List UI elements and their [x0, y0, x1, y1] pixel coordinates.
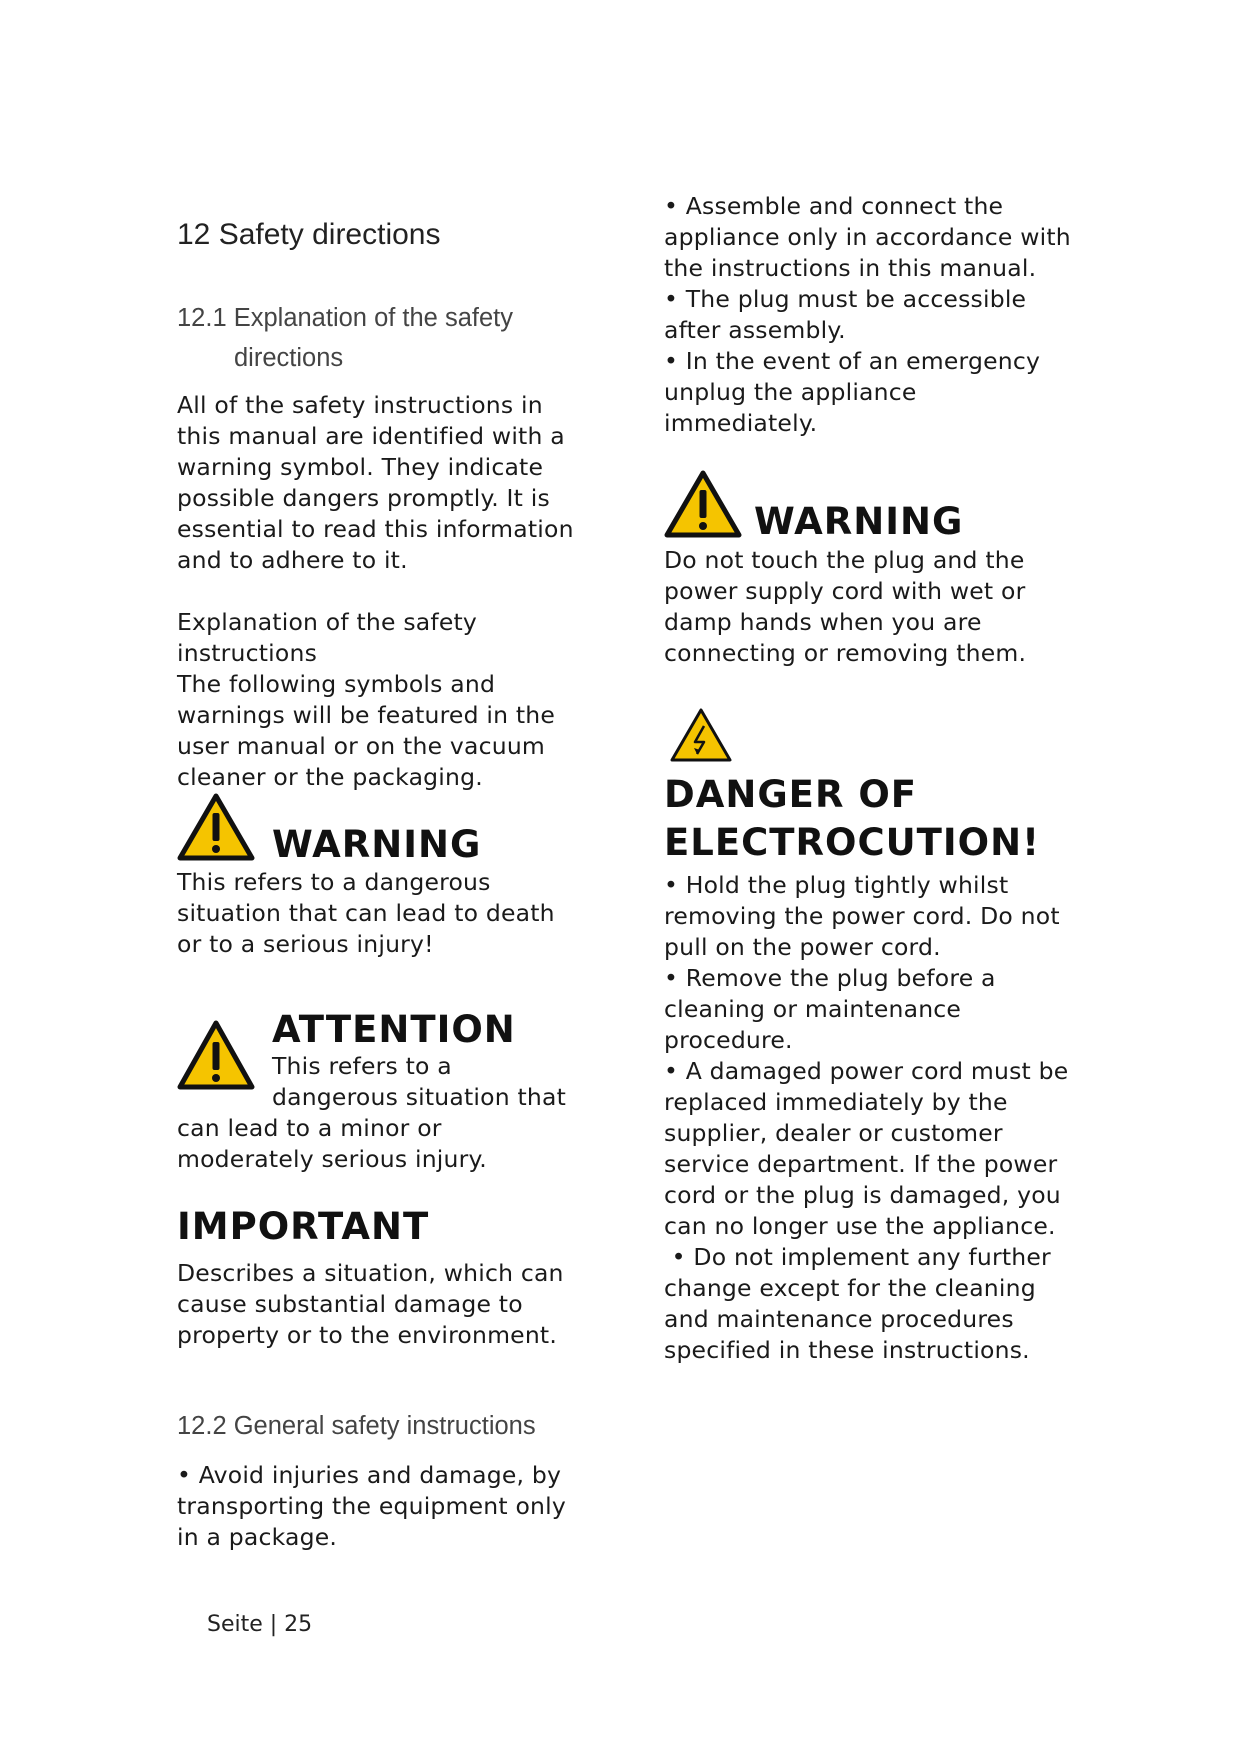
text-line: this manual are identified with a — [177, 422, 565, 450]
subsection-title-line: 12.1 Explanation of the safety — [177, 304, 513, 332]
subsection-title-12-1 — [177, 298, 513, 378]
warning-paragraph — [177, 867, 555, 960]
warning-paragraph — [664, 545, 1026, 669]
text-line: cord or the plug is damaged, you — [664, 1181, 1061, 1209]
text-line: situation that can lead to death — [177, 899, 555, 927]
text-line: Do not touch the plug and the — [664, 546, 1025, 574]
text-line: unplug the appliance — [664, 378, 917, 406]
text-line: • Assemble and connect the — [664, 192, 1004, 220]
text-line: essential to read this information — [177, 515, 574, 543]
important-paragraph — [177, 1258, 564, 1351]
text-line: possible dangers promptly. It is — [177, 484, 550, 512]
important-title: IMPORTANT — [177, 1205, 430, 1248]
text-line: and to adhere to it. — [177, 546, 408, 574]
electrical-hazard-icon — [668, 706, 734, 764]
text-line: appliance only in accordance with — [664, 223, 1071, 251]
danger-title-line1: DANGER OF — [664, 773, 918, 816]
general-safety-paragraph — [177, 1460, 566, 1553]
text-line: can no longer use the appliance. — [664, 1212, 1056, 1240]
subsection-title-12-2: 12.2 General safety instructions — [177, 1412, 536, 1440]
text-line: pull on the power cord. — [664, 933, 941, 961]
text-line: • In the event of an emergency — [664, 347, 1041, 375]
text-line: This refers to a dangerous — [177, 868, 491, 896]
text-line: moderately serious injury. — [177, 1145, 487, 1173]
text-line: This refers to a — [272, 1052, 452, 1080]
text-line: and maintenance procedures — [664, 1305, 1014, 1333]
attention-paragraph-indented — [272, 1051, 566, 1113]
warning-title: WARNING — [272, 823, 482, 866]
text-line: removing the power cord. Do not — [664, 902, 1060, 930]
danger-paragraph — [664, 870, 1068, 1366]
warning-triangle-icon — [177, 793, 255, 861]
text-line: Describes a situation, which can — [177, 1259, 564, 1287]
subsection-title-line: directions — [234, 344, 344, 372]
text-line: after assembly. — [664, 316, 846, 344]
text-line: property or to the environment. — [177, 1321, 558, 1349]
text-line: instructions — [177, 639, 318, 667]
text-line: cleaning or maintenance — [664, 995, 962, 1023]
text-line: procedure. — [664, 1026, 793, 1054]
text-line: • Do not implement any further — [664, 1243, 1051, 1271]
explanation-paragraph — [177, 607, 555, 793]
text-line: change except for the cleaning — [664, 1274, 1036, 1302]
text-line: • Hold the plug tightly whilst — [664, 871, 1009, 899]
intro-paragraph — [177, 390, 574, 576]
text-line: the instructions in this manual. — [664, 254, 1037, 282]
attention-paragraph — [177, 1113, 487, 1175]
text-line: warnings will be featured in the — [177, 701, 556, 729]
text-line: replaced immediately by the — [664, 1088, 1008, 1116]
text-line: user manual or on the vacuum — [177, 732, 546, 760]
attention-title: ATTENTION — [272, 1008, 516, 1051]
text-line: damp hands when you are — [664, 608, 982, 636]
text-line: transporting the equipment only — [177, 1492, 566, 1520]
section-title: 12 Safety directions — [177, 218, 441, 251]
text-line: The following symbols and — [177, 670, 496, 698]
text-line: specified in these instructions. — [664, 1336, 1030, 1364]
text-line: • Avoid injuries and damage, by — [177, 1461, 562, 1489]
text-line: cause substantial damage to — [177, 1290, 523, 1318]
text-line: supplier, dealer or customer — [664, 1119, 1003, 1147]
text-line: service department. If the power — [664, 1150, 1058, 1178]
text-line: • Remove the plug before a — [664, 964, 996, 992]
page-number: Seite | 25 — [207, 1612, 313, 1637]
text-line: immediately. — [664, 409, 818, 437]
text-line: connecting or removing them. — [664, 639, 1027, 667]
text-line: cleaner or the packaging. — [177, 763, 483, 791]
text-line: warning symbol. They indicate — [177, 453, 544, 481]
warning-title: WARNING — [754, 500, 964, 543]
text-line: dangerous situation that — [272, 1083, 567, 1111]
text-line: or to a serious injury! — [177, 930, 434, 958]
danger-title-line2: ELECTROCUTION! — [664, 821, 1040, 864]
text-line: All of the safety instructions in — [177, 391, 543, 419]
assembly-bullets — [664, 191, 1071, 439]
text-line: Explanation of the safety — [177, 608, 478, 636]
text-line: power supply cord with wet or — [664, 577, 1026, 605]
text-line: in a package. — [177, 1523, 338, 1551]
text-line: • The plug must be accessible — [664, 285, 1027, 313]
text-line: can lead to a minor or — [177, 1114, 442, 1142]
warning-triangle-icon — [664, 470, 742, 538]
attention-triangle-icon — [177, 1020, 255, 1090]
text-line: • A damaged power cord must be — [664, 1057, 1069, 1085]
